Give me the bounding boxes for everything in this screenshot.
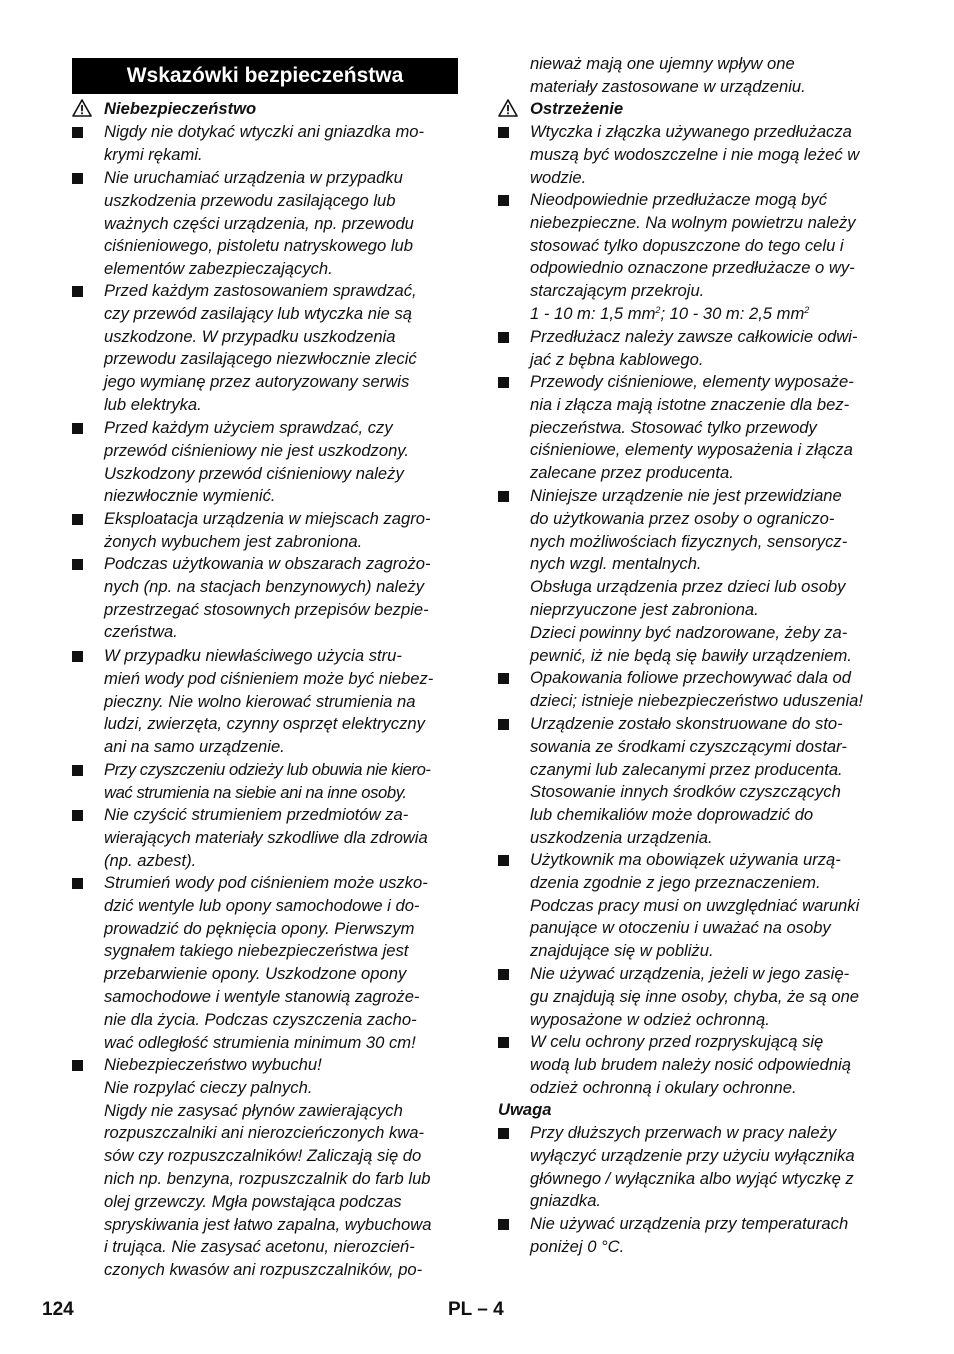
- warning-triangle-icon: [498, 99, 518, 117]
- text-line: olej grzewczy. Mgła powstająca podczas: [104, 1191, 402, 1211]
- bullet-square-icon: [72, 810, 83, 821]
- text-line: Nie rozpylać cieczy palnych.: [104, 1077, 313, 1097]
- text-line: lub chemikaliów może doprowadzić do: [530, 805, 814, 825]
- text-line: nie dla życia. Podczas czyszczenia zacho-: [104, 1009, 417, 1029]
- text-line: nia i złącza mają istotne znaczenie dla bez-: [530, 394, 850, 414]
- text-line: Nieodpowiednie przedłużacze mogą być: [530, 190, 828, 209]
- text-line: odzież ochronną i okulary ochronne.: [530, 1077, 797, 1097]
- bullet-square-icon: [72, 173, 83, 184]
- text-line: niebezpieczne. Na wolnym powietrzu należy: [530, 212, 856, 232]
- text-line: sygnałem takiego niebezpieczeństwa jest: [104, 941, 409, 961]
- text-line: uszkodzone. W przypadku uszkodzenia: [104, 326, 396, 346]
- text-line: gu znajdują się inne osoby, chyba, że są one: [530, 986, 860, 1006]
- text-line: ludzi, zwierzęta, czynny osprzęt elektryczny: [104, 714, 425, 734]
- language-code: PL: [448, 1299, 472, 1320]
- text-line: i trująca. Nie zasysać acetonu, nierozcień-: [104, 1237, 415, 1257]
- text-line: do użytkowania przez osoby o ograniczo-: [530, 508, 835, 528]
- text-line: muszą być wodoszczelne i nie mogą leżeć w: [530, 144, 860, 164]
- text-line: czanymi lub zalecanymi przez producenta.: [530, 759, 843, 779]
- text-line: Nie uruchamiać urządzenia w przypadku: [104, 168, 403, 187]
- bullet-square-icon: [72, 286, 83, 297]
- text-line: niezwłocznie wymienić.: [104, 486, 276, 506]
- warning-heading: Ostrzeżenie: [530, 99, 624, 118]
- text-line: Wtyczka i złączka używanego przedłużacza: [530, 122, 852, 141]
- text-line: Przedłużacz należy zawsze całkowicie odwi-: [530, 327, 858, 346]
- text-line: Przy dłuższych przerwach w pracy należy: [530, 1123, 837, 1142]
- text-line: elementów zabezpieczających.: [104, 259, 333, 279]
- text-line: odpowiednio oznaczone przedłużacze o wy-: [530, 258, 855, 278]
- bullet-square-icon: [72, 1060, 83, 1071]
- text-line: materiały zastosowane w urządzeniu.: [530, 76, 806, 96]
- text-line: ciśnieniowego, pistoletu natryskowego lub: [104, 236, 414, 256]
- bullet-square-icon: [498, 1128, 509, 1139]
- text-line: lub elektryka.: [104, 394, 202, 414]
- bullet-square-icon: [72, 514, 83, 525]
- text-line: krymi rękami.: [104, 144, 203, 164]
- text-line: znajdujące się w pobliżu.: [530, 941, 714, 961]
- text-line: W przypadku niewłaściwego użycia stru-: [104, 646, 402, 665]
- text-line: Podczas pracy musi on uwzględniać warunki: [530, 895, 860, 915]
- text-line: dzieci; istnieje niebezpieczeństwo uduszenia!: [530, 690, 863, 710]
- text-line: ciśnieniowe, elementy wyposażenia i złącza: [530, 440, 853, 460]
- text-line: samochodowe i wentyle stanowią zagroże-: [104, 986, 420, 1006]
- text-line: poniżej 0 °C.: [530, 1236, 625, 1256]
- text-line: Strumień wody pod ciśnieniem może uszko-: [104, 873, 428, 892]
- text-line: nieprzyuczone jest zabroniona.: [530, 599, 759, 619]
- text-line: nych możliwościach fizycznych, sensorycz-: [530, 531, 848, 551]
- text-line: sów czy rozpuszczalników! Zaliczają się do: [104, 1146, 422, 1166]
- bullet-square-icon: [498, 855, 509, 866]
- text-line: wyłączyć urządzenie przy użyciu wyłącznika: [530, 1145, 855, 1165]
- bullet-square-icon: [498, 673, 509, 684]
- text-line: nieważ mają one ujemny wpływ one: [530, 54, 795, 73]
- text-line: przebarwienie opony. Uszkodzone opony: [104, 964, 407, 984]
- text-line: Przed każdym zastosowaniem sprawdzać,: [104, 281, 417, 300]
- text-line: Niebezpieczeństwo wybuchu!: [104, 1055, 322, 1074]
- danger-heading: Niebezpieczeństwo: [104, 99, 257, 118]
- text-line: przewodu zasilającego niezwłocznie zlecić: [104, 349, 417, 369]
- text-line: Stosowanie innych środków czyszczących: [530, 782, 841, 802]
- bullet-square-icon: [498, 332, 509, 343]
- text-line: sowania ze środkami czyszczącymi dostar-: [530, 736, 847, 756]
- section-page: – 4: [477, 1299, 504, 1320]
- bullet-square-icon: [72, 765, 83, 776]
- text-line: Nie używać urządzenia przy temperaturach: [530, 1214, 849, 1233]
- text-line: wierających materiały szkodliwe dla zdrowia: [104, 827, 428, 847]
- bullet-square-icon: [72, 651, 83, 662]
- page-number: 124: [42, 1299, 74, 1320]
- text-line: Uszkodzony przewód ciśnieniowy należy: [104, 463, 404, 483]
- text-line: pewnić, iż nie będą się bawiły urządzeniem.: [530, 645, 852, 665]
- text-line: jać z bębna kablowego.: [530, 349, 704, 369]
- text-line: uszkodzenia urządzenia.: [530, 827, 713, 847]
- text-line: (np. azbest).: [104, 850, 197, 870]
- text-line: pieczeństwa. Stosować tylko przewody: [530, 417, 817, 437]
- text-line: gniazdka.: [530, 1191, 602, 1211]
- text-line: Podczas użytkowania w obszarach zagrożo-: [104, 554, 431, 573]
- section-title: Wskazówki bezpieczeństwa: [72, 58, 458, 94]
- text-line: ani na samo urządzenie.: [104, 737, 285, 757]
- text-line: Nie czyścić strumieniem przedmiotów za-: [104, 805, 409, 824]
- text-line: zalecane przez producenta.: [530, 463, 734, 483]
- text-line: panujące w otoczeniu i uważać na osoby: [530, 918, 831, 938]
- text-line: przewód ciśnieniowy nie jest uszkodzony.: [104, 440, 409, 460]
- text-line: dzić wentyle lub opony samochodowe i do-: [104, 895, 420, 915]
- text-line: nych wzgl. mentalnych.: [530, 554, 702, 574]
- bullet-square-icon: [498, 491, 509, 502]
- text-line: żonych wybuchem jest zabroniona.: [104, 531, 363, 551]
- warning-triangle-icon: [72, 99, 92, 117]
- bullet-square-icon: [72, 127, 83, 138]
- text-line: uszkodzenia przewodu zasilającego lub: [104, 190, 396, 210]
- text-line: Nigdy nie dotykać wtyczki ani gniazdka mo-: [104, 122, 425, 141]
- bullet-square-icon: [498, 969, 509, 980]
- bullet-square-icon: [498, 127, 509, 138]
- text-line: Dzieci powinny być nadzorowane, żeby za-: [530, 622, 848, 642]
- text-line: mień wody pod ciśnieniem może być niebez-: [104, 668, 434, 688]
- text-line: W celu ochrony przed rozpryskującą się: [530, 1032, 824, 1051]
- text-line: wodzie.: [530, 167, 587, 187]
- bullet-square-icon: [498, 377, 509, 388]
- text-line: stosować tylko dopuszczone do tego celu i: [530, 235, 844, 255]
- bullet-square-icon: [498, 719, 509, 730]
- bullet-square-icon: [72, 423, 83, 434]
- text-line: czeństwa.: [104, 622, 178, 642]
- text-line: Użytkownik ma obowiązek używania urzą-: [530, 850, 841, 869]
- text-line: Nigdy nie zasysać płynów zawierających: [104, 1100, 403, 1120]
- text-line: rozpuszczalniki ani nierozcieńczonych kwa-: [104, 1123, 425, 1143]
- text-line: przestrzegać stosownych przepisów bezpie-: [104, 599, 429, 619]
- text-line: wyposażone w odzież ochronną.: [530, 1009, 770, 1029]
- text-line: Niniejsze urządzenie nie jest przewidziane: [530, 486, 842, 505]
- text-line: nych (np. na stacjach benzynowych) należy: [104, 576, 425, 596]
- bullet-square-icon: [498, 1037, 509, 1048]
- section-page-label: [448, 1299, 504, 1321]
- bullet-square-icon: [72, 878, 83, 889]
- text-line: czonych kwasów ani rozpuszczalników, po-: [104, 1260, 423, 1280]
- text-line: Obsługa urządzenia przez dzieci lub osoby: [530, 577, 846, 597]
- text-line: starczającym przekroju.: [530, 281, 705, 301]
- note-heading: Uwaga: [498, 1100, 552, 1119]
- text-line: Nie używać urządzenia, jeżeli w jego zasię-: [530, 964, 850, 983]
- text-line: Eksploatacja urządzenia w miejscach zagro-: [104, 509, 431, 528]
- cable-cross-section-spec: 1 - 10 m: 1,5 $mm^2$; 10 - 30 m: 2,5 $mm^2$: [530, 304, 810, 323]
- text-line: Opakowania foliowe przechowywać dala od: [530, 668, 851, 687]
- text-line: Urządzenie zostało skonstruowane do sto-: [530, 714, 843, 733]
- text-line: wodą lub brudem należy nosić odpowiednią: [530, 1054, 852, 1074]
- text-line: ważnych części urządzenia, np. przewodu: [104, 213, 414, 233]
- text-line: głównego / wyłącznika albo wyjąć wtyczkę z: [530, 1168, 854, 1188]
- text-line: Przed każdym użyciem sprawdzać, czy: [104, 418, 393, 437]
- text-line: wać strumienia na siebie ani na inne osoby.: [104, 782, 407, 802]
- text-line: dzenia zgodnie z jego przeznaczeniem.: [530, 872, 821, 892]
- text-line: wać odległość strumienia minimum 30 cm!: [104, 1032, 416, 1052]
- text-line: nich np. benzyna, rozpuszczalnik do farb lub: [104, 1168, 431, 1188]
- text-line: spryskiwania jest łatwo zapalna, wybuchowa: [104, 1214, 432, 1234]
- text-line: Przy czyszczeniu odzieży lub obuwia nie kiero-: [104, 760, 431, 779]
- bullet-square-icon: [498, 1219, 509, 1230]
- continuation-text: [530, 53, 806, 99]
- bullet-square-icon: [498, 195, 509, 206]
- text-line: pieczny. Nie wolno kierować strumienia na: [104, 691, 416, 711]
- text-line: czy przewód zasilający lub wtyczka nie są: [104, 303, 413, 323]
- text-line: jego wymianę przez autoryzowany serwis: [104, 372, 410, 392]
- text-line: prowadzić do pęknięcia opony. Pierwszym: [104, 918, 415, 938]
- bullet-square-icon: [72, 559, 83, 570]
- text-line: Przewody ciśnieniowe, elementy wyposaże-: [530, 372, 854, 391]
